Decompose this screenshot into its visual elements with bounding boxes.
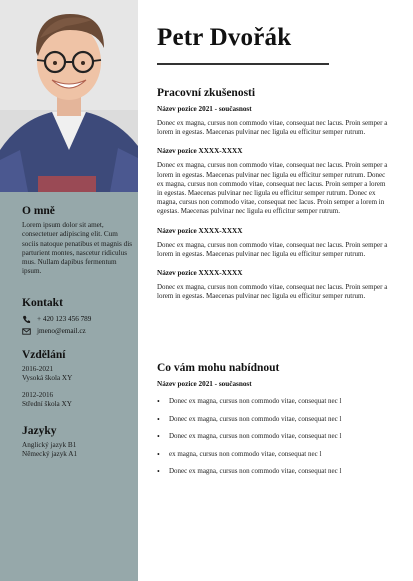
sidebar [0, 0, 138, 581]
list-item: • Donec ex magna, cursus non commodo vitae, consequat nec l [157, 397, 389, 406]
education-section [22, 349, 132, 416]
job-entry [157, 227, 389, 259]
contact-section [22, 297, 132, 337]
avatar-illustration [0, 0, 138, 192]
list-item: • Donec ex magna, cursus non commodo vitae, consequat nec l [157, 432, 389, 441]
education-heading: Vzdělání [22, 349, 66, 361]
contact-heading: Kontakt [22, 297, 63, 309]
job-description: Donec ex magna, cursus non commodo vitae, consequat nec lacus. Proin semper a lorem in egestas. Maecenas pulvinar nec ligula eu efficitur semper rutrum. Donec ex magna, cursus non commodo vitae, consequat nec lacus. Proin semper a lorem in egestas. Maecenas pulvinar nec ligula eu efficitur semper rutrum. Donec ex magna, cursus non commodo vitae, consequat nec lacus. Proin semper a lorem in egestas. Maecenas pulvinar nec ligula eu efficitur semper rutrum. [157, 161, 388, 216]
job-title: Název pozice XXXX-XXXX [157, 147, 243, 156]
job-description: Donec ex magna, cursus non commodo vitae, consequat nec lacus. Proin semper a lorem in egestas. Maecenas pulvinar nec ligula eu efficitur semper rutrum. [157, 283, 388, 301]
language-item: Anglický jazyk B1 [22, 441, 77, 449]
list-item: • Donec ex magna, cursus non commodo vitae, consequat nec l [157, 467, 389, 476]
job-title: Název pozice XXXX-XXXX [157, 226, 243, 235]
job-entry [157, 105, 389, 137]
offer-title: Název pozice 2021 - současnost [157, 380, 252, 388]
list-item: • ex magna, cursus non commodo vitae, consequat nec l [157, 450, 389, 459]
education-item [22, 365, 132, 384]
job-description: Donec ex magna, cursus non commodo vitae, consequat nec lacus. Proin semper a lorem in egestas. Maecenas pulvinar nec ligula eu efficitur semper rutrum. [157, 119, 388, 137]
education-years: 2016-2021 [22, 365, 54, 373]
offer-section [157, 362, 389, 485]
job-description: Donec ex magna, cursus non commodo vitae, consequat nec lacus. Proin semper a lorem in egestas. Maecenas pulvinar nec ligula eu efficitur semper rutrum. [157, 240, 388, 258]
contact-phone-row [22, 313, 132, 325]
job-title: Název pozice XXXX-XXXX [157, 269, 243, 278]
about-text: Lorem ipsum dolor sit amet, consectetuer adipiscing elit. Cum sociis natoque penatibus et magnis dis parturient montes, nascetur ridiculus mus. Nullam dapibus fermentum ipsum. [22, 221, 132, 276]
contact-email-row [22, 325, 132, 337]
list-item: • Donec ex magna, cursus non commodo vitae, consequat nec l [157, 415, 389, 424]
about-section [22, 205, 132, 277]
offer-list [157, 397, 389, 476]
education-school: Vysoká škola XY [22, 374, 73, 383]
job-entry [157, 147, 389, 216]
experience-section [157, 87, 389, 311]
language-item: Německý jazyk A1 [22, 450, 78, 459]
name-underline [157, 63, 329, 65]
about-heading: O mně [22, 205, 55, 217]
phone-icon [22, 315, 31, 324]
languages-heading: Jazyky [22, 425, 57, 437]
languages-section [22, 425, 132, 460]
profile-photo [0, 0, 138, 192]
education-item [22, 391, 132, 410]
envelope-icon [22, 327, 31, 336]
contact-phone: + 420 123 456 789 [37, 315, 92, 323]
contact-email[interactable]: jmeno@email.cz [37, 327, 86, 335]
education-school: Střední škola XY [22, 399, 72, 408]
job-entry [157, 269, 389, 301]
education-years: 2012-2016 [22, 390, 54, 399]
job-title: Název pozice 2021 - současnost [157, 105, 252, 113]
person-name: Petr Dvořák [157, 24, 292, 51]
offer-heading: Co vám mohu nabídnout [157, 362, 280, 374]
experience-heading: Pracovní zkušenosti [157, 87, 256, 99]
